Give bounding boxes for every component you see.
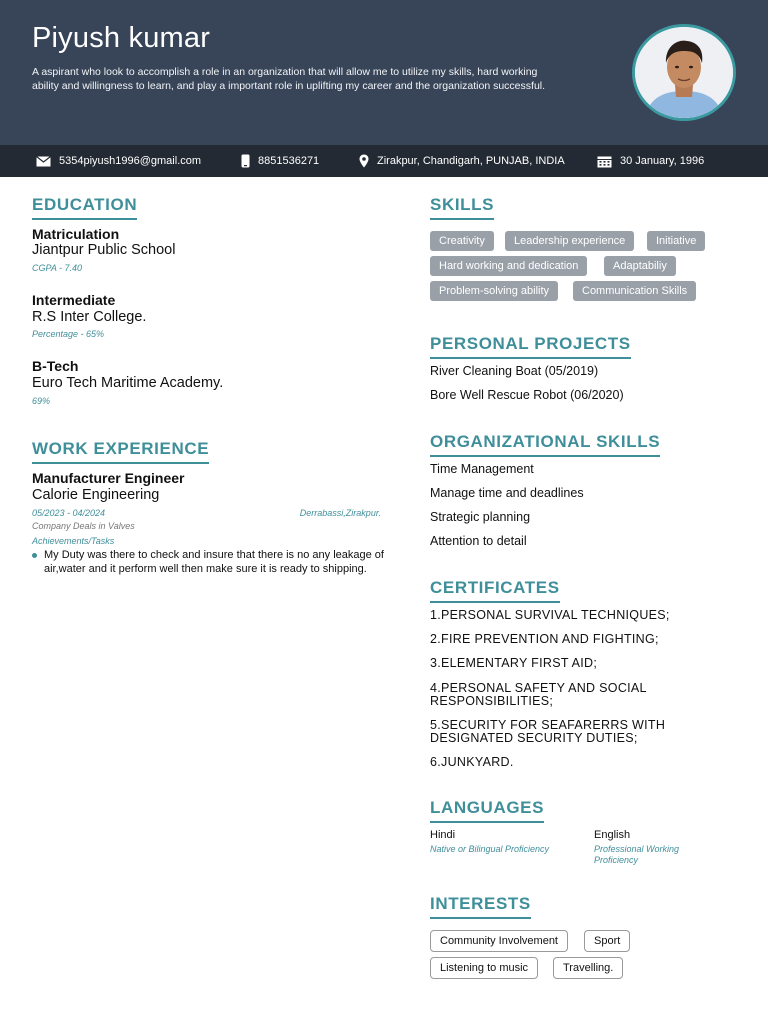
job-location: Derrabassi,Zirakpur. xyxy=(299,508,381,518)
phone-icon xyxy=(241,154,250,168)
education-school: Jiantpur Public School xyxy=(32,242,176,258)
education-grade: CGPA - 7.40 xyxy=(32,263,83,273)
contact-bar xyxy=(0,145,768,177)
skill-chip: Creativity xyxy=(430,231,494,251)
calendar-icon xyxy=(597,155,612,168)
contact-dob xyxy=(597,145,704,177)
job-title: Manufacturer Engineer xyxy=(32,470,185,486)
languages-heading: LANGUAGES xyxy=(430,798,544,823)
summary-text: A aspirant who look to accomplish a role in an organization that will allow me to utilize my skills, hard working ability and willingness to learn, and play a important role in uplifting my career and the organization successful. xyxy=(32,66,546,92)
language-level: Professional Working Proficiency xyxy=(594,844,680,865)
certificate-item: 2.FIRE PREVENTION AND FIGHTING; xyxy=(430,632,659,646)
skill-chip: Communication Skills xyxy=(573,281,696,301)
education-degree: Intermediate xyxy=(32,292,116,308)
interest-chip: Travelling. xyxy=(553,957,623,979)
job-description: Company Deals in Valves xyxy=(32,521,135,531)
education-degree: B-Tech xyxy=(32,358,79,374)
job-task-text: My Duty was there to check and insure that there is no any leakage of air,water and it perform well then make sure it is ready to shipping. xyxy=(44,549,384,575)
skill-chip: Hard working and dedication xyxy=(430,256,587,276)
org-skill-item: Strategic planning xyxy=(430,510,531,524)
project-item: River Cleaning Boat (05/2019) xyxy=(430,364,599,378)
education-school: R.S Inter College. xyxy=(32,309,147,325)
skill-chip: Adaptabiliy xyxy=(604,256,676,276)
language-name: Hindi xyxy=(430,829,456,841)
job-dates: 05/2023 - 04/2024 xyxy=(32,508,106,518)
location-text: Zirakpur, Chandigarh, PUNJAB, INDIA xyxy=(377,155,565,167)
job-task-item xyxy=(32,549,392,576)
interests-heading: INTERESTS xyxy=(430,894,531,919)
education-heading: EDUCATION xyxy=(32,195,137,220)
certificate-item: 3.ELEMENTARY FIRST AID; xyxy=(430,656,598,670)
skill-chip: Problem-solving ability xyxy=(430,281,558,301)
phone-text: 8851536271 xyxy=(258,155,320,167)
certificate-item: 5.SECURITY FOR SEAFARERRS WITH DESIGNATED SECURITY DUTIES; xyxy=(430,718,666,745)
org-skill-item: Time Management xyxy=(430,462,534,476)
education-grade: 69% xyxy=(32,396,51,406)
skills-heading: SKILLS xyxy=(430,195,494,220)
contact-email[interactable] xyxy=(36,145,201,177)
certificates-heading: CERTIFICATES xyxy=(430,578,560,603)
envelope-icon xyxy=(36,156,51,167)
job-tasks-label: Achievements/Tasks xyxy=(32,536,115,546)
candidate-name: Piyush kumar xyxy=(32,22,211,54)
interest-chip: Community Involvement xyxy=(430,930,568,952)
contact-location xyxy=(359,145,565,177)
education-school: Euro Tech Maritime Academy. xyxy=(32,375,224,391)
resume-header xyxy=(0,0,768,145)
language-level: Native or Bilingual Proficiency xyxy=(430,844,550,854)
skill-chip: Leadership experience xyxy=(505,231,634,251)
project-item: Bore Well Rescue Robot (06/2020) xyxy=(430,388,624,402)
interest-chip: Sport xyxy=(584,930,630,952)
profile-photo xyxy=(632,24,736,121)
certificate-item: 1.PERSONAL SURVIVAL TECHNIQUES; xyxy=(430,608,670,622)
certificate-item: 6.JUNKYARD. xyxy=(430,755,514,769)
bullet-dot-icon xyxy=(32,553,37,558)
work-experience-heading: WORK EXPERIENCE xyxy=(32,439,209,464)
interest-chip: Listening to music xyxy=(430,957,538,979)
map-pin-icon xyxy=(359,154,369,168)
certificate-item: 4.PERSONAL SAFETY AND SOCIAL RESPONSIBILITIES; xyxy=(430,681,647,708)
education-grade: Percentage - 65% xyxy=(32,329,105,339)
organizational-skills-heading: ORGANIZATIONAL SKILLS xyxy=(430,432,660,457)
skill-chip: Initiative xyxy=(647,231,705,251)
dob-text: 30 January, 1996 xyxy=(620,155,705,167)
language-name: English xyxy=(594,829,631,841)
personal-projects-heading: PERSONAL PROJECTS xyxy=(430,334,631,359)
profile-photo-illustration xyxy=(635,27,733,118)
contact-phone[interactable] xyxy=(241,145,319,177)
org-skill-item: Manage time and deadlines xyxy=(430,486,584,500)
email-text: 5354piyush1996@gmail.com xyxy=(59,155,202,167)
job-company: Calorie Engineering xyxy=(32,487,160,503)
education-degree: Matriculation xyxy=(32,226,120,242)
org-skill-item: Attention to detail xyxy=(430,534,527,548)
